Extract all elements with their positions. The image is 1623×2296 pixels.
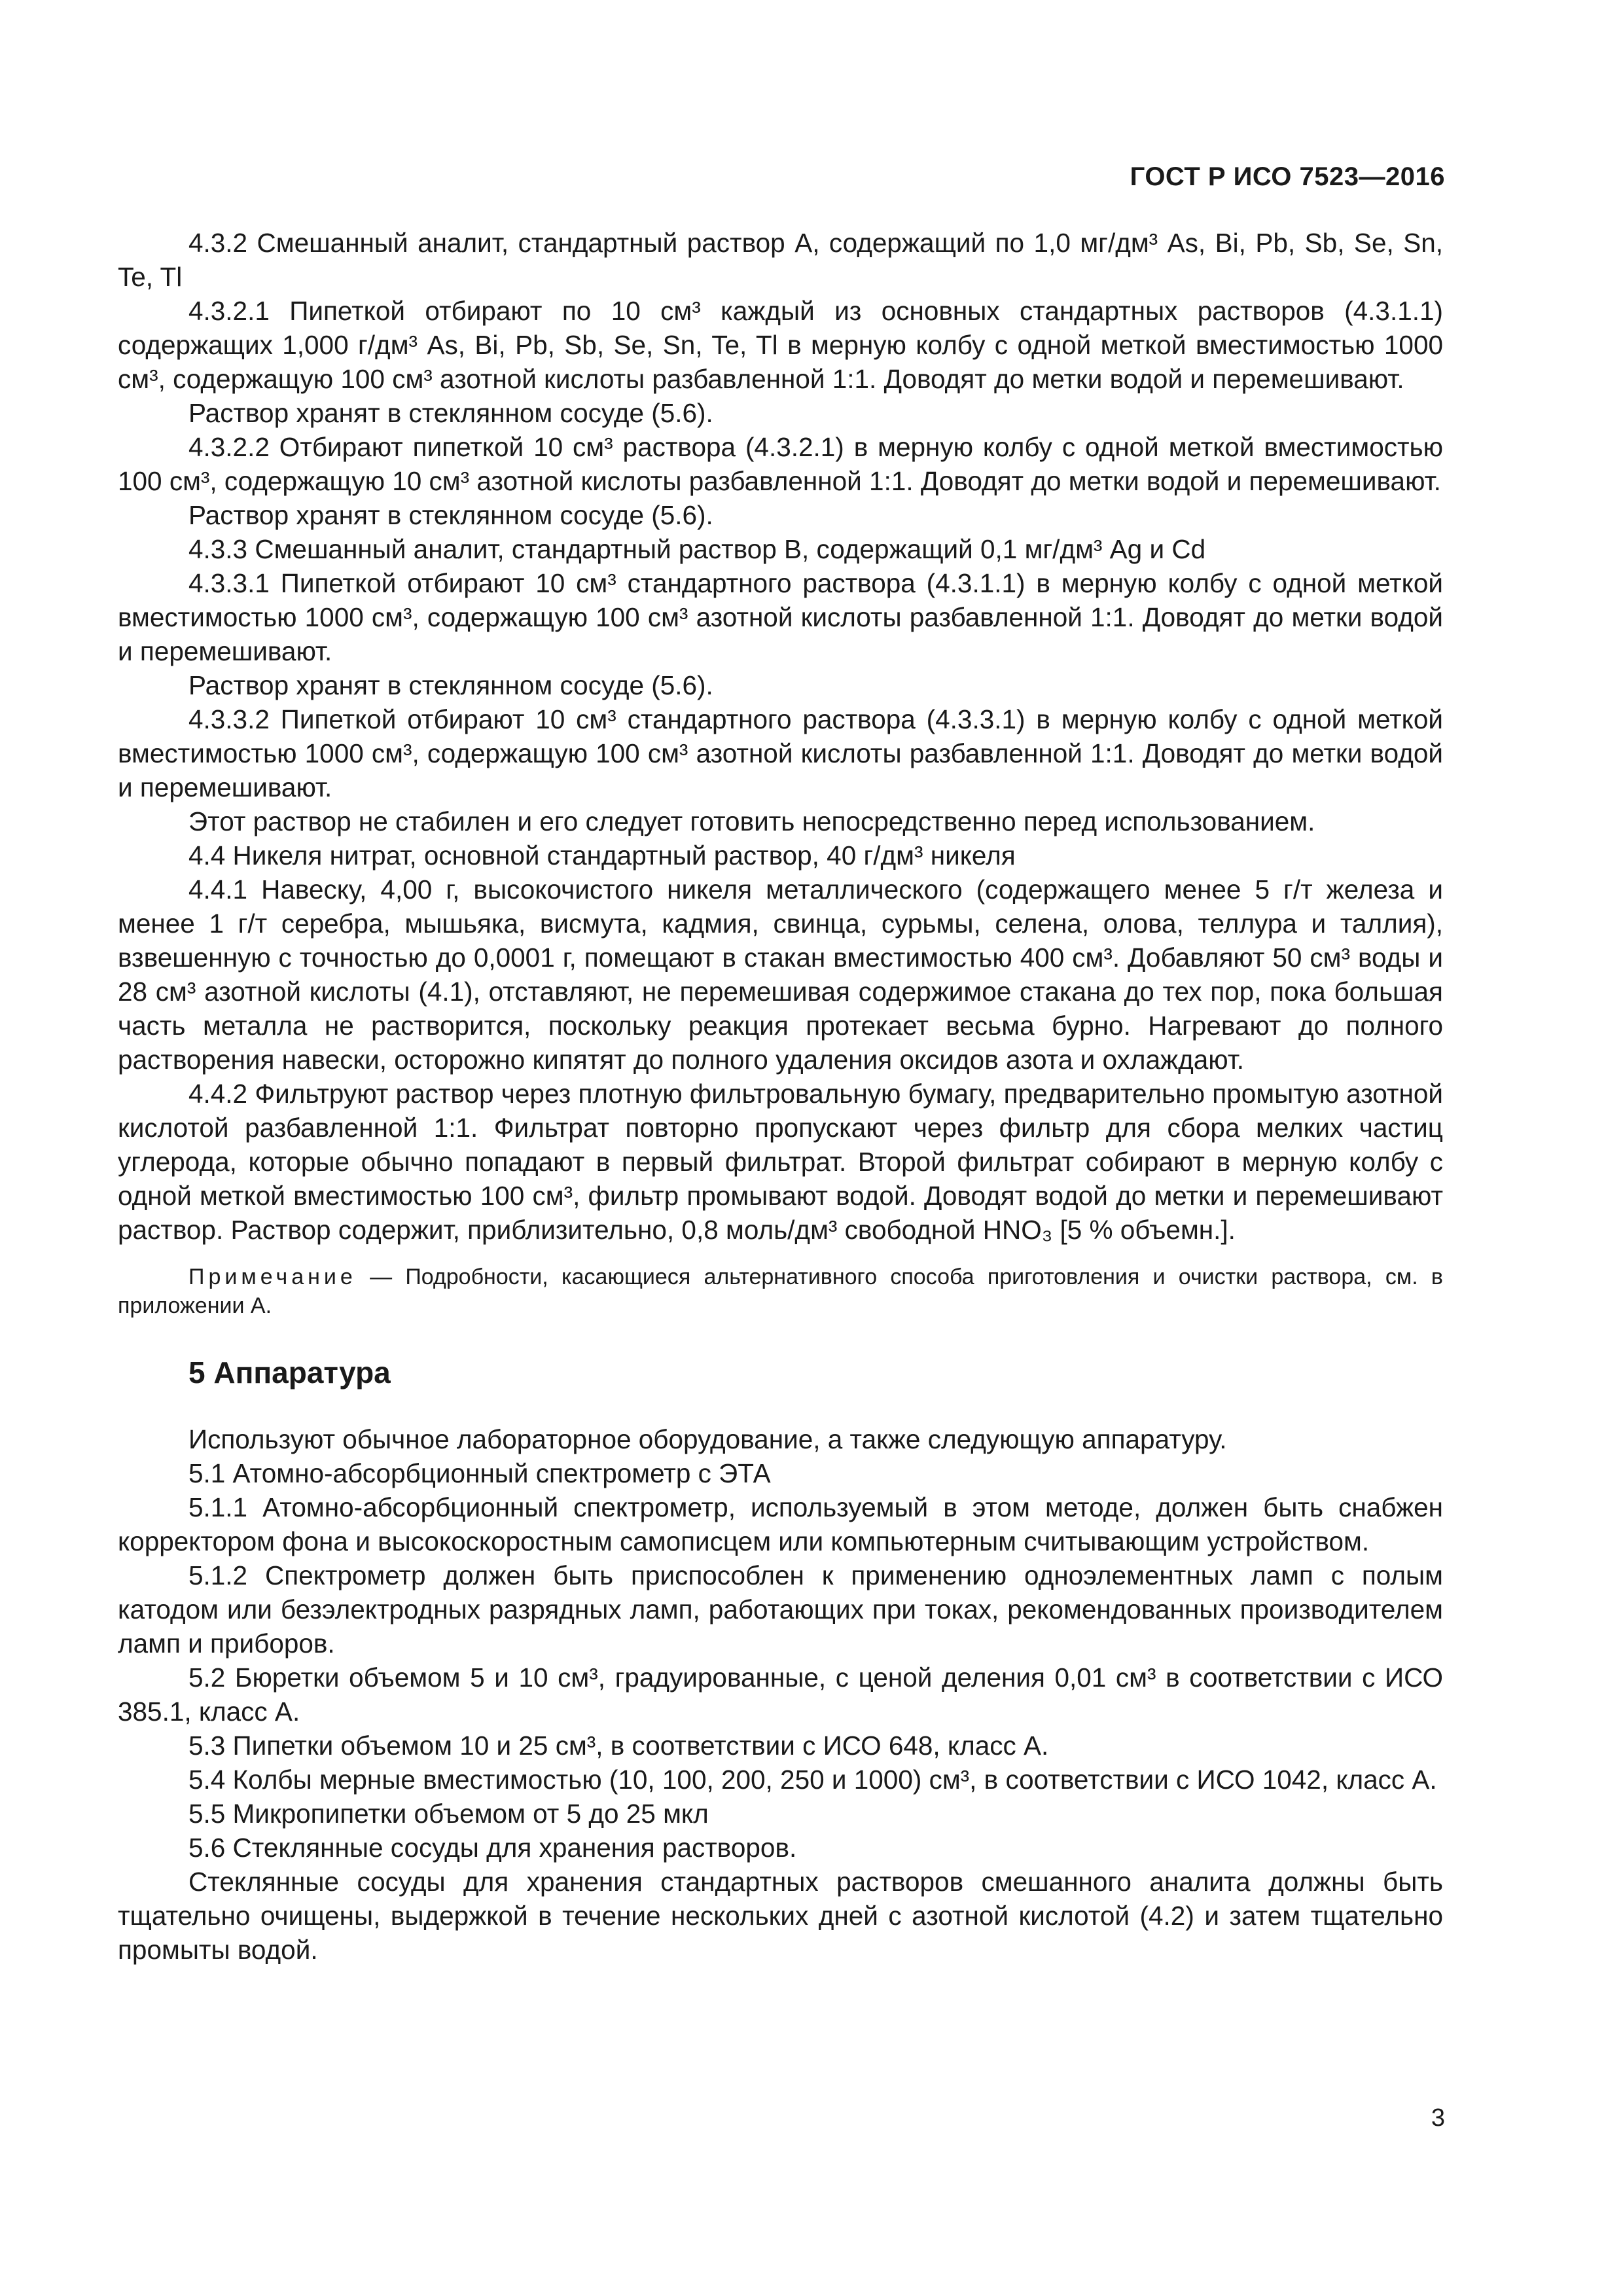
note-label: Примечание: [188, 1265, 357, 1289]
paragraph-storage: Раствор хранят в стеклянном сосуде (5.6).: [188, 398, 713, 428]
paragraph-4-3-2: 4.3.2 Смешанный аналит, стандартный раствор А, содержащий по 1,0 мг/дм³ As, Bi, Pb, Sb, Se, Sn, Te, Tl: [118, 228, 1443, 292]
paragraph-5-1-2: 5.1.2 Спектрометр должен быть приспособлен к применению одноэлементных ламп с полым катодом или безэлектродных разрядных ламп, работающих при токах, рекомендованных производителем ламп и приборов.: [118, 1560, 1443, 1659]
paragraph-4-4-2: 4.4.2 Фильтруют раствор через плотную фильтровальную бумагу, предварительно промытую азотной кислотой разбавленной 1:1. Фильтрат повторно пропускают через фильтр для сбора мелких частиц углерода, которые обычно попадают в первый фильтрат. Второй фильтрат собирают в мерную колбу с одной меткой вместимостью 100 см³, фильтр промывают водой. Доводят водой до метки и перемешивают раствор. Раствор содержит, приблизительно, 0,8 моль/дм³ свободной HNO₃ [5 % объемн.].: [118, 1079, 1443, 1245]
paragraph-storage: Раствор хранят в стеклянном сосуде (5.6).: [188, 500, 713, 530]
paragraph-5-5: 5.5 Микропипетки объемом от 5 до 25 мкл: [188, 1799, 709, 1829]
paragraph-unstable: Этот раствор не стабилен и его следует готовить непосредственно перед использованием.: [188, 806, 1315, 836]
paragraph-4-3-2-1: 4.3.2.1 Пипеткой отбирают по 10 см³ каждый из основных стандартных растворов (4.3.1.1) содержащих 1,000 г/дм³ As, Bi, Pb, Sb, Se, Sn, Te, Tl в мерную колбу с одной меткой вместимостью 1000 см³, содержащую 100 см³ азотной кислоты разбавленной 1:1. Доводят до метки водой и перемешивают.: [118, 296, 1443, 394]
paragraph-5-2: 5.2 Бюретки объемом 5 и 10 см³, градуированные, с ценой деления 0,01 см³ в соответствии с ИСО 385.1, класс А.: [118, 1662, 1443, 1727]
paragraph-5-1-1: 5.1.1 Атомно-абсорбционный спектрометр, используемый в этом методе, должен быть снабжен корректором фона и высокоскоростным самописцем или компьютерным считывающим устройством.: [118, 1492, 1443, 1556]
paragraph-4-4-1: 4.4.1 Навеску, 4,00 г, высокочистого никеля металлического (содержащего менее 5 г/т железа и менее 1 г/т серебра, мышьяка, висмута, кадмия, свинца, сурьмы, селена, олова, теллура и таллия), взвешенную с точностью до 0,0001 г, помещают в стакан вместимостью 400 см³. Добавляют 50 см³ воды и 28 см³ азотной кислоты (4.1), отставляют, не перемешивая содержимое стакана до тех пор, пока большая часть металла не растворится, поскольку реакция протекает весьма бурно. Нагревают до полного растворения навески, осторожно кипятят до полного удаления оксидов азота и охлаждают.: [118, 874, 1443, 1075]
paragraph-5-4: 5.4 Колбы мерные вместимостью (10, 100, 200, 250 и 1000) см³, в соответствии с ИСО 1042, класс А.: [188, 1765, 1437, 1795]
document-header: ГОСТ Р ИСО 7523—2016: [1130, 162, 1445, 191]
note: [118, 1263, 1443, 1320]
paragraph-4-3-2-2: 4.3.2.2 Отбирают пипеткой 10 см³ раствора (4.3.2.1) в мерную колбу с одной меткой вместимостью 100 см³, содержащую 10 см³ азотной кислоты разбавленной 1:1. Доводят до метки водой и перемешивают.: [118, 432, 1443, 496]
paragraph-4-3-3: 4.3.3 Смешанный аналит, стандартный раствор В, содержащий 0,1 мг/дм³ Ag и Cd: [188, 534, 1206, 564]
paragraph-4-3-3-1: 4.3.3.1 Пипеткой отбирают 10 см³ стандартного раствора (4.3.1.1) в мерную колбу с одной меткой вместимостью 1000 см³, содержащую 100 см³ азотной кислоты разбавленной 1:1. Доводят до метки водой и перемешивают.: [118, 568, 1443, 666]
document-body: [118, 226, 1443, 1967]
paragraph-5-6: 5.6 Стеклянные сосуды для хранения растворов.: [188, 1833, 797, 1863]
section-heading: 5 Аппаратура: [188, 1355, 391, 1390]
note-text: — Подробности, касающиеся альтернативного способа приготовления и очистки раствора, см. в приложении А.: [118, 1265, 1443, 1318]
paragraph-5-1: 5.1 Атомно-абсорбционный спектрометр с ЭТА: [188, 1458, 771, 1488]
page-number: 3: [1431, 2104, 1445, 2132]
paragraph-5-6-text: Стеклянные сосуды для хранения стандартных растворов смешанного аналита должны быть тщательно очищены, выдержкой в течение нескольких дней с азотной кислотой (4.2) и затем тщательно промыты водой.: [118, 1867, 1443, 1965]
paragraph-4-3-3-2: 4.3.3.2 Пипеткой отбирают 10 см³ стандартного раствора (4.3.3.1) в мерную колбу с одной меткой вместимостью 1000 см³, содержащую 100 см³ азотной кислоты разбавленной 1:1. Доводят до метки водой и перемешивают.: [118, 704, 1443, 802]
paragraph-5-3: 5.3 Пипетки объемом 10 и 25 см³, в соответствии с ИСО 648, класс А.: [188, 1731, 1049, 1761]
paragraph-storage: Раствор хранят в стеклянном сосуде (5.6).: [188, 670, 713, 700]
paragraph-4-4: 4.4 Никеля нитрат, основной стандартный раствор, 40 г/дм³ никеля: [188, 840, 1016, 870]
paragraph-5-intro: Используют обычное лабораторное оборудование, а также следующую аппаратуру.: [188, 1424, 1227, 1454]
